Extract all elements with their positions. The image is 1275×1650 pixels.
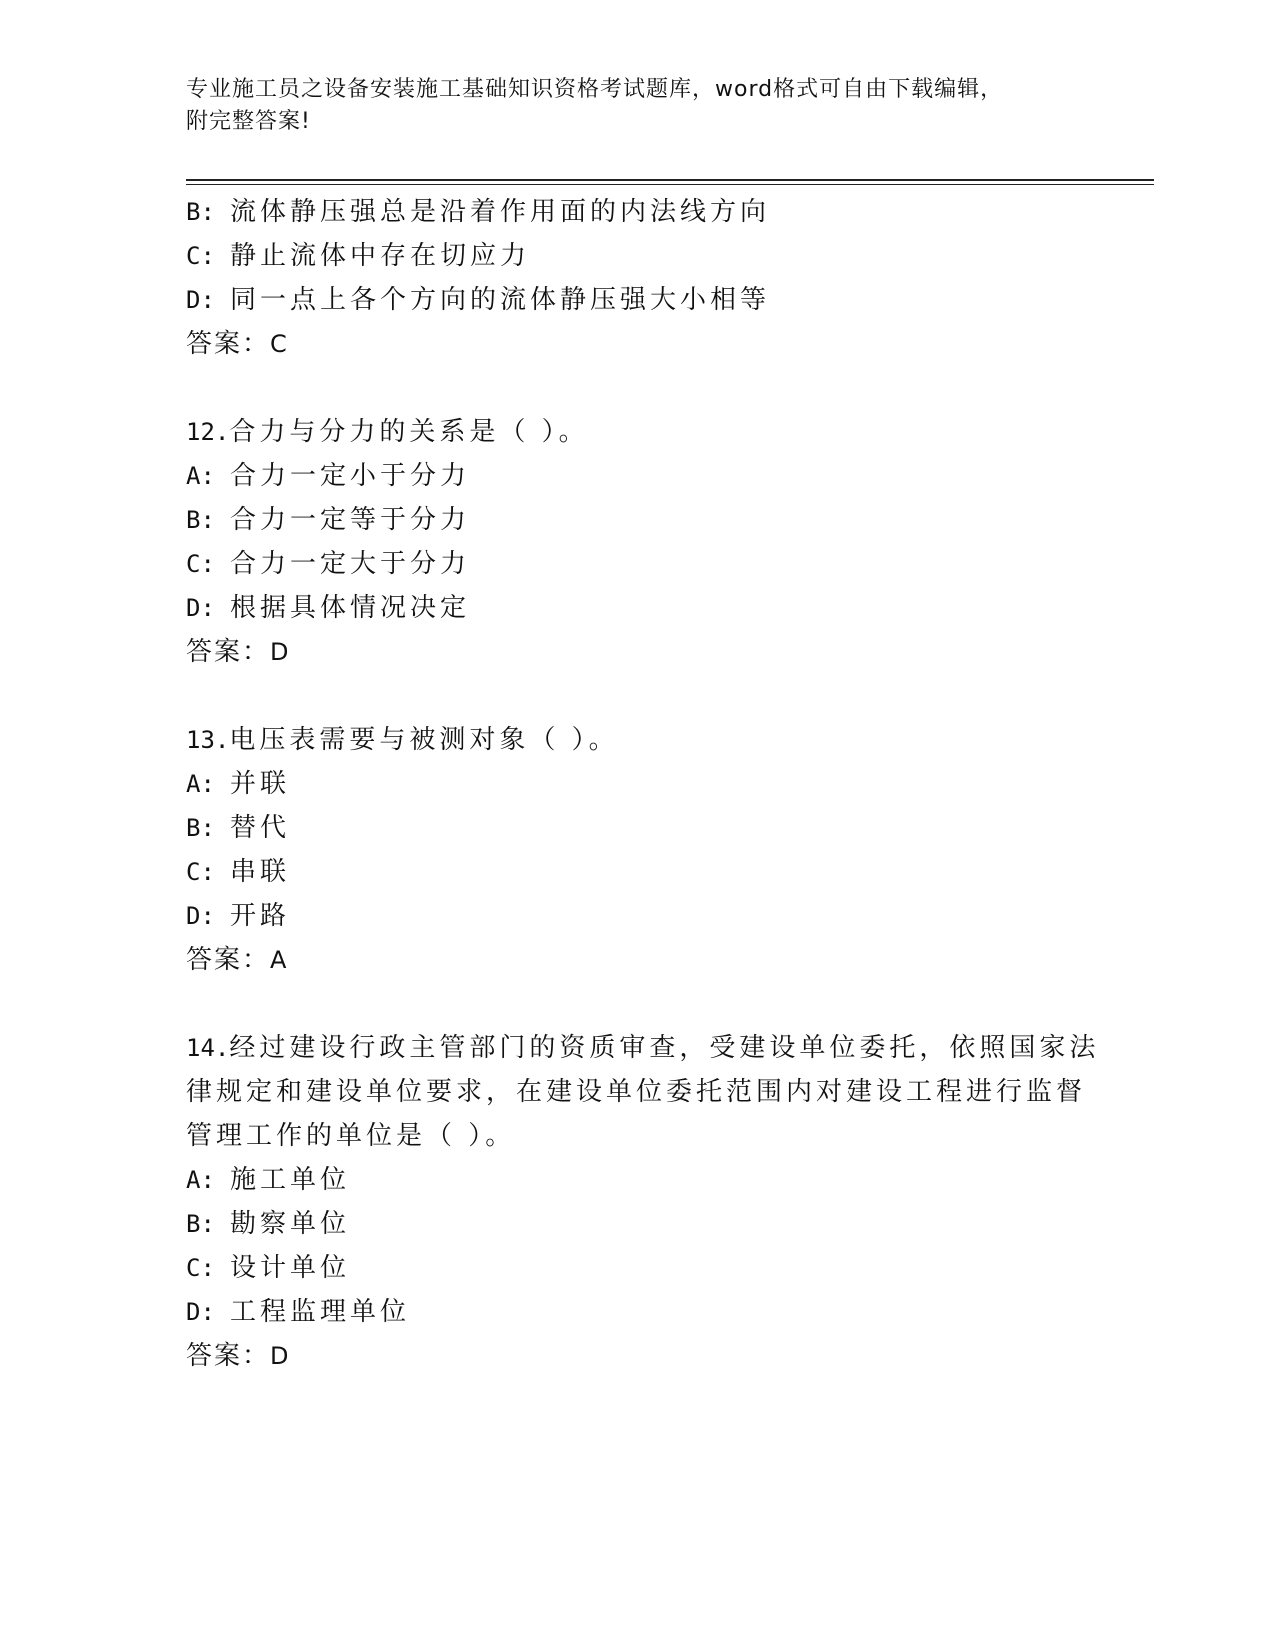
answer-label: 答案： bbox=[186, 1341, 271, 1371]
option-key: A: bbox=[186, 1166, 215, 1194]
option-key: C: bbox=[186, 242, 215, 270]
q14-stem-line-2 bbox=[186, 1076, 1086, 1108]
header-divider-thick bbox=[186, 179, 1154, 181]
option-key: C: bbox=[186, 858, 215, 886]
option-text: 串联 bbox=[230, 857, 291, 887]
q13-option-c bbox=[186, 856, 290, 888]
answer-value: D bbox=[270, 638, 289, 666]
q12-option-b bbox=[186, 504, 470, 536]
option-key: A: bbox=[186, 462, 215, 490]
option-key: D: bbox=[186, 1298, 215, 1326]
question-number: 13. bbox=[186, 726, 230, 754]
question-text: 合力与分力的关系是（ ）。 bbox=[229, 417, 589, 447]
option-text: 设计单位 bbox=[230, 1253, 351, 1283]
option-key: D: bbox=[186, 902, 215, 930]
q13-stem bbox=[186, 724, 619, 756]
option-text: 开路 bbox=[230, 901, 291, 931]
q14-answer bbox=[186, 1340, 289, 1372]
document-header bbox=[186, 74, 1086, 138]
option-text: 合力一定等于分力 bbox=[230, 505, 471, 535]
question-text: 管理工作的单位是（ ）。 bbox=[186, 1121, 516, 1151]
q12-option-c bbox=[186, 548, 470, 580]
q14-option-c bbox=[186, 1252, 350, 1284]
header-line-2: 附完整答案! bbox=[186, 109, 311, 134]
header-divider-thin bbox=[186, 184, 1154, 185]
option-text: 根据具体情况决定 bbox=[230, 593, 471, 623]
q14-option-a bbox=[186, 1164, 350, 1196]
answer-label: 答案： bbox=[186, 945, 271, 975]
q13-option-a bbox=[186, 768, 290, 800]
q14-stem-line-1 bbox=[186, 1032, 1099, 1064]
option-text: 施工单位 bbox=[230, 1165, 351, 1195]
header-line-1: 专业施工员之设备安装施工基础知识资格考试题库，word格式可自由下载编辑， bbox=[186, 77, 1004, 102]
option-key: D: bbox=[186, 594, 215, 622]
q14-stem-line-3 bbox=[186, 1120, 515, 1152]
option-key: A: bbox=[186, 770, 215, 798]
option-key: C: bbox=[186, 550, 215, 578]
q14-option-b bbox=[186, 1208, 350, 1240]
option-key: C: bbox=[186, 1254, 215, 1282]
option-text: 流体静压强总是沿着作用面的内法线方向 bbox=[230, 197, 771, 227]
option-text: 静止流体中存在切应力 bbox=[230, 241, 531, 271]
option-text: 工程监理单位 bbox=[230, 1297, 411, 1327]
q14-option-d bbox=[186, 1296, 410, 1328]
option-key: B: bbox=[186, 814, 215, 842]
answer-label: 答案： bbox=[186, 637, 271, 667]
question-number: 14. bbox=[186, 1034, 230, 1062]
option-text: 同一点上各个方向的流体静压强大小相等 bbox=[230, 285, 771, 315]
answer-value: A bbox=[270, 946, 287, 974]
q11-option-b bbox=[186, 196, 770, 228]
q11-answer bbox=[186, 328, 287, 360]
q13-option-b bbox=[186, 812, 290, 844]
question-text: 电压表需要与被测对象（ ）。 bbox=[229, 725, 619, 755]
option-key: B: bbox=[186, 1210, 215, 1238]
q13-answer bbox=[186, 944, 286, 976]
q12-stem bbox=[186, 416, 589, 448]
q12-option-d bbox=[186, 592, 470, 624]
question-text: 经过建设行政主管部门的资质审查，受建设单位委托，依照国家法 bbox=[229, 1033, 1100, 1063]
question-text: 律规定和建设单位要求，在建设单位委托范围内对建设工程进行监督 bbox=[186, 1077, 1087, 1107]
q11-option-d bbox=[186, 284, 770, 316]
option-text: 替代 bbox=[230, 813, 291, 843]
q12-option-a bbox=[186, 460, 470, 492]
option-key: D: bbox=[186, 286, 215, 314]
option-text: 合力一定小于分力 bbox=[230, 461, 471, 491]
q13-option-d bbox=[186, 900, 290, 932]
option-text: 合力一定大于分力 bbox=[230, 549, 471, 579]
q11-option-c bbox=[186, 240, 530, 272]
option-text: 勘察单位 bbox=[230, 1209, 351, 1239]
answer-value: D bbox=[270, 1342, 289, 1370]
option-key: B: bbox=[186, 198, 215, 226]
question-number: 12. bbox=[186, 418, 230, 446]
option-text: 并联 bbox=[230, 769, 291, 799]
option-key: B: bbox=[186, 506, 215, 534]
answer-label: 答案： bbox=[186, 329, 271, 359]
q12-answer bbox=[186, 636, 289, 668]
answer-value: C bbox=[270, 330, 287, 358]
